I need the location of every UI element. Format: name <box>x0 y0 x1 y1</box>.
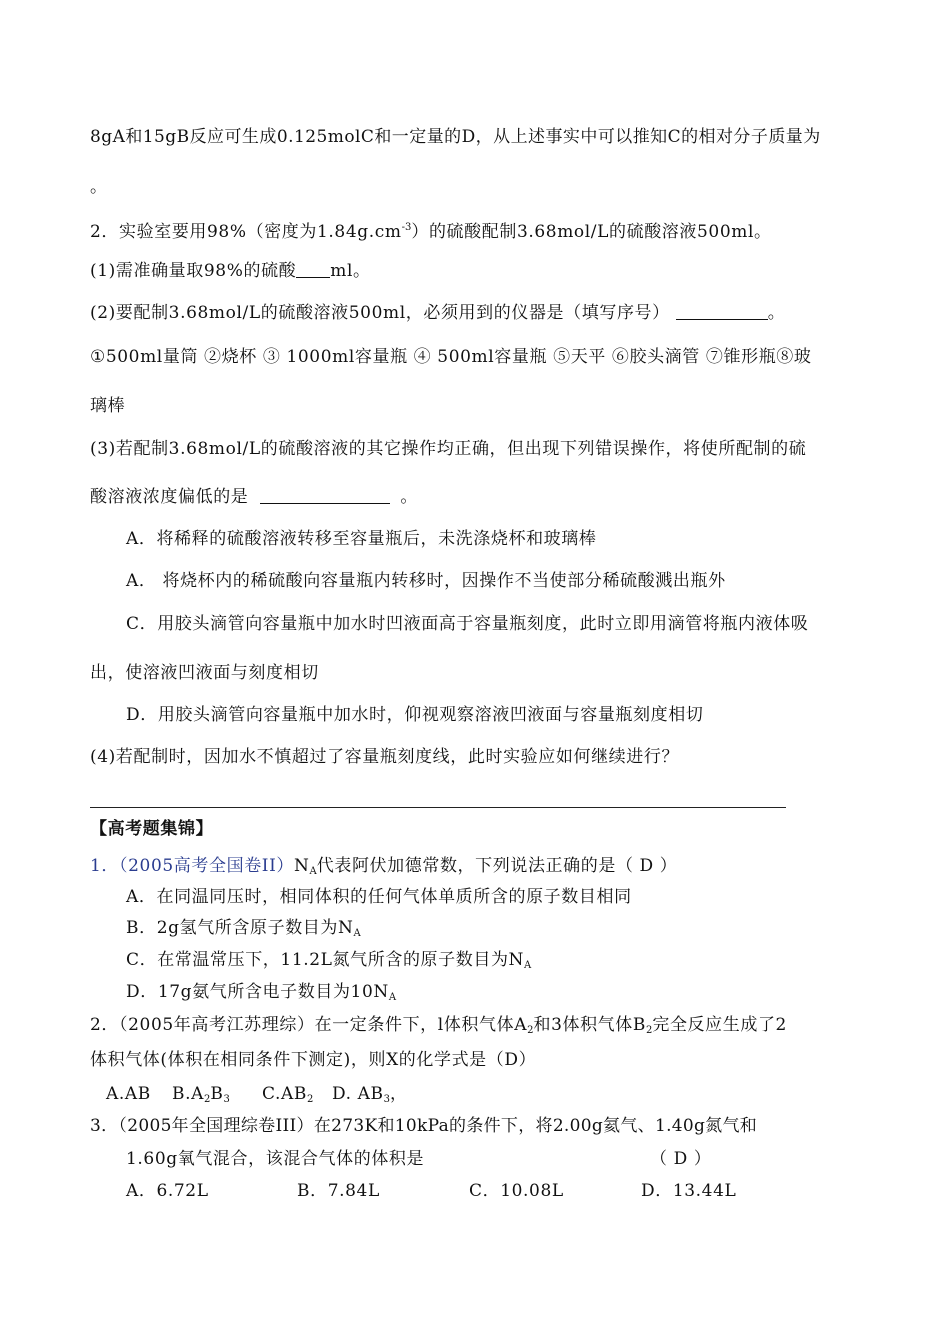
question-2-1-pre: (1)需准确量取98%的硫酸 <box>90 261 297 281</box>
exam-q3-option-a: A．6.72L <box>126 1181 209 1201</box>
instrument-list: ①500ml量筒 ②烧杯 ③ 1000ml容量瓶 ④ 500ml容量瓶 ⑤天平 ⑥胶头滴管 ⑦锥形瓶⑧玻 <box>90 347 812 367</box>
continuation-end: 。 <box>90 177 108 197</box>
answer-blank-2[interactable] <box>676 303 768 320</box>
exam-q3-stem-cont: 1.60g氧气混合，该混合气体的体积是 <box>126 1149 425 1169</box>
exam-q2-c-s: 2 <box>307 1094 314 1105</box>
exam-q1-option-a: A．在同温同压时，相同体积的任何气体单质所含的原子数目相同 <box>126 887 632 907</box>
exam-q2-option-b <box>172 1083 256 1111</box>
exam-q3-answer: （ D ） <box>650 1149 712 1169</box>
option-c: C．用胶头滴管向容量瓶中加水时凹液面高于容量瓶刻度，此时立即用滴管将瓶内液体吸 <box>126 614 809 634</box>
exam-q1-stem-sub: A <box>309 866 317 877</box>
exam-q1-c-text: C．在常温常压下，11.2L氮气所含的原子数目为N <box>126 950 525 970</box>
question-2-3: (3)若配制3.68mol/L的硫酸溶液的其它操作均正确，但出现下列错误操作，将使所配制的硫 <box>90 439 807 459</box>
answer-blank-1[interactable] <box>296 261 330 278</box>
exam-q2-b-pre: B.A <box>172 1084 204 1104</box>
exam-q2-options <box>106 1083 408 1111</box>
exam-q2-d-pre: D. AB <box>332 1084 384 1104</box>
exam-q2-b-mid: B <box>210 1084 224 1104</box>
exam-q3-option-b: B．7.84L <box>297 1181 380 1201</box>
exam-q2-option-a: A.AB <box>106 1084 151 1104</box>
exam-q2-stem-cont: 体积气体(体积在相同条件下测定)，则X的化学式是（D） <box>90 1050 537 1070</box>
option-a-2: A． 将烧杯内的稀硫酸向容量瓶内转移时，因操作不当使部分稀硫酸溅出瓶外 <box>126 571 726 591</box>
exam-q1-b-text: B．2g氢气所含原子数目为N <box>126 918 354 938</box>
question-2-1 <box>90 260 371 282</box>
exam-q2-a: 2．（2005年高考江苏理综）在一定条件下，l体积气体A <box>90 1015 528 1035</box>
exam-q1-option-c <box>126 949 531 977</box>
exam-q1-source: （2005高考全国卷II） <box>119 856 295 876</box>
exam-q1-number: 1． <box>90 856 120 876</box>
exam-q1-c-sub: A <box>524 960 532 971</box>
exam-q3-option-c: C．10.08L <box>469 1181 564 1201</box>
exam-q2-option-c <box>262 1083 326 1111</box>
exam-q1-b-sub: A <box>353 928 361 939</box>
question-2-2 <box>90 302 785 324</box>
section-heading: 【高考题集锦】 <box>90 819 214 839</box>
exam-q2-b-s2: 3 <box>223 1094 230 1105</box>
question-2-1-post: ml。 <box>330 261 371 281</box>
exam-q2-b-s1: 2 <box>204 1094 211 1105</box>
question-2-pre: 2．实验室要用98%（密度为1.84g.cm <box>90 222 402 242</box>
question-2-2-post: 。 <box>767 303 786 323</box>
exam-q1-option-d <box>126 981 396 1009</box>
exam-q2-d-s: 3 <box>383 1094 391 1105</box>
question-2-stem <box>90 217 772 243</box>
option-a-1: A．将稀释的硫酸溶液转移至容量瓶后，未洗涤烧杯和玻璃棒 <box>126 529 597 549</box>
question-2-post: ）的硫酸配制3.68mol/L的硫酸溶液500ml。 <box>411 222 772 242</box>
question-2-4: (4)若配制时，因加水不慎超过了容量瓶刻度线，此时实验应如何继续进行？ <box>90 747 680 767</box>
question-2-3-cont <box>90 486 418 508</box>
exam-q1-stem-pre: N <box>294 856 310 876</box>
continuation-line: 8gA和15gB反应可生成0.125molC和一定量的D，从上述事实中可以推知C的相对分子质量为 <box>90 127 821 147</box>
exam-q2-b: 和3体积气体B <box>533 1015 646 1035</box>
question-2-2-pre: (2)要配制3.68mol/L的硫酸溶液500ml，必须用到的仪器是（填写序号） <box>90 303 670 323</box>
exam-q1-d-sub: A <box>388 992 397 1003</box>
option-c-cont: 出，使溶液凹液面与刻度相切 <box>90 663 319 683</box>
answer-blank-3[interactable] <box>260 487 390 504</box>
question-2-sup: -3 <box>401 222 412 233</box>
exam-q1-option-b <box>126 917 361 945</box>
exam-q1-stem-post: 代表阿伏加德常数，下列说法正确的是（ D ） <box>316 856 678 876</box>
exam-q1-stem <box>90 855 677 883</box>
question-2-3-post: 。 <box>400 487 419 507</box>
exam-q2-option-d <box>332 1083 408 1111</box>
exam-q2-s1: 2 <box>527 1025 534 1036</box>
exam-q3-stem: 3．（2005年全国理综卷III）在273K和10kPa的条件下，将2.00g氦气、1.40g氮气和 <box>90 1116 758 1136</box>
exam-q2-stem <box>90 1014 787 1042</box>
exam-q3-option-d: D．13.44L <box>641 1181 737 1201</box>
exam-q1-d-text: D．17g氨气所含电子数目为10N <box>126 982 389 1002</box>
instrument-list-cont: 璃棒 <box>90 396 126 416</box>
exam-q2-d-post: ， <box>390 1084 408 1104</box>
exam-q2-s2: 2 <box>645 1025 653 1036</box>
option-d: D．用胶头滴管向容量瓶中加水时，仰视观察溶液凹液面与容量瓶刻度相切 <box>126 705 704 725</box>
section-divider <box>90 807 786 808</box>
exam-q2-c: 完全反应生成了2 <box>652 1015 787 1035</box>
question-2-3-pre: 酸溶液浓度偏低的是 <box>90 487 249 507</box>
exam-q2-c-pre: C.AB <box>262 1084 308 1104</box>
